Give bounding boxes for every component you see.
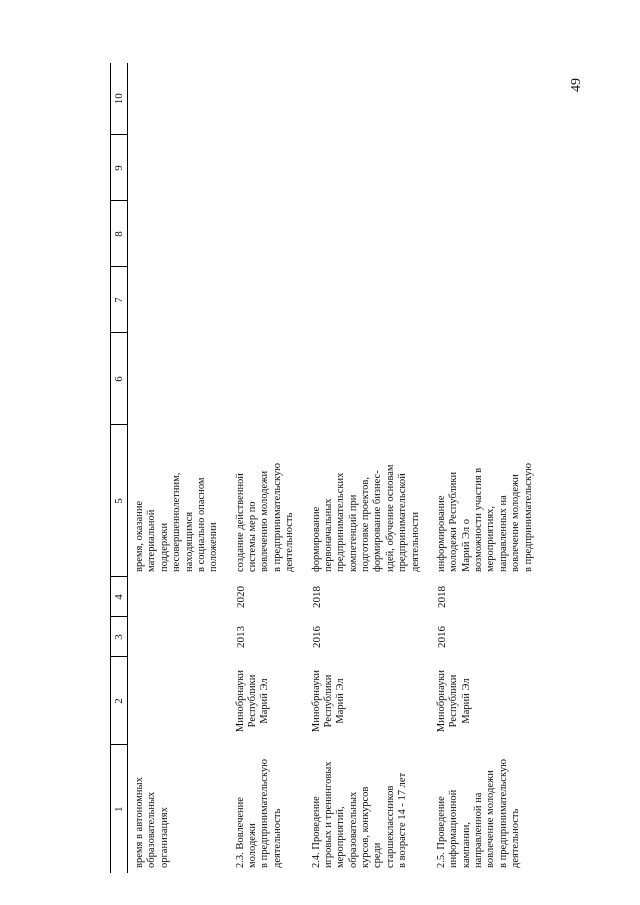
activity-cell: 2.3. Вовлечение молодежи в предпринимательскую деятельность <box>234 759 283 868</box>
rotated-table-container <box>110 63 550 873</box>
result-cell: создание действенной системы мер по вовлечению молодежи в предпринимательскую деятельность <box>234 463 296 572</box>
result-cell: время, оказание материальной поддержки несовершеннолетним, находящимся в социально опасном положении <box>134 472 220 572</box>
column-header: 5 <box>111 425 128 577</box>
start-year-cell: 2013 <box>234 626 247 648</box>
table-header-row <box>111 63 128 873</box>
activity-cell: 2.5. Проведение информационной кампании, направленной на вовлечение молодежи в предпринимательскую деятельность <box>435 759 522 868</box>
column-header: 6 <box>111 333 128 425</box>
column-header: 8 <box>111 201 128 267</box>
responsible-cell: Минобрнауки Республики Марий Эл <box>435 669 472 733</box>
page-number: 49 <box>569 78 584 92</box>
table-row <box>430 63 543 873</box>
start-year-cell: 2016 <box>435 626 448 648</box>
column-header: 7 <box>111 267 128 333</box>
responsible-cell: Минобрнауки Республики Марий Эл <box>310 669 347 733</box>
column-header: 3 <box>111 617 128 657</box>
table-row <box>305 63 430 873</box>
end-year-cell: 2018 <box>310 586 323 608</box>
end-year-cell: 2018 <box>435 586 448 608</box>
responsible-cell: Минобрнауки Республики Марий Эл <box>234 669 271 733</box>
program-table <box>110 63 543 873</box>
column-header: 9 <box>111 135 128 201</box>
result-cell: формирование первоначальных предпринимательских компетенций при подготовке проектов, формирование бизнес- идей, обучение основам предпринимательской деятельности <box>310 464 421 572</box>
table-row <box>229 63 305 873</box>
column-header: 1 <box>111 745 128 873</box>
result-cell: информирование молодежи Республики Марий Эл о возможности участия в мероприятиях, направленных на вовлечение молодежи в предпринимательскую <box>435 463 534 572</box>
activity-cell: время в автономных образовательных организациях <box>134 777 170 868</box>
end-year-cell: 2020 <box>234 586 247 608</box>
column-header: 10 <box>111 63 128 135</box>
start-year-cell: 2016 <box>310 626 323 648</box>
activity-cell: 2.4. Проведение игровых и тренинговых мероприятий, образовательных курсов, конкурсов среди старшеклассников в возрасте 14 - 17 лет <box>310 761 409 868</box>
column-header: 2 <box>111 657 128 745</box>
table-row <box>128 63 229 873</box>
column-header: 4 <box>111 577 128 617</box>
